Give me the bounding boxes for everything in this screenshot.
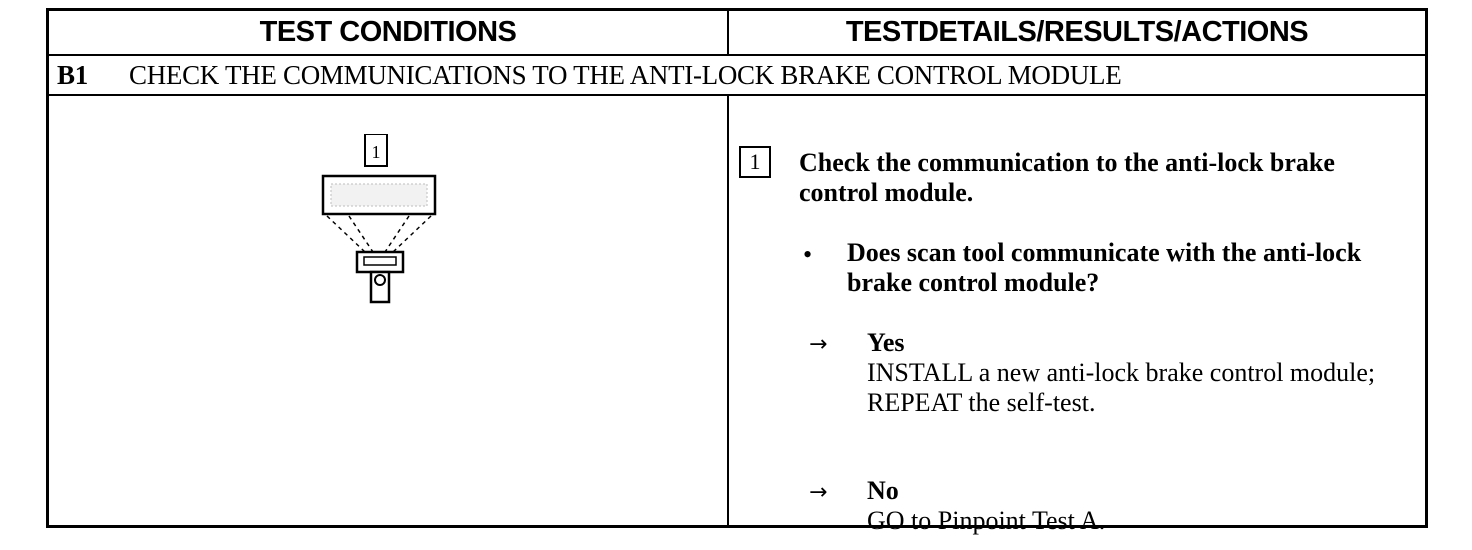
pinpoint-test-table (46, 8, 1428, 535)
header-test-details: TESTDETAILS/RESULTS/ACTIONS (845, 16, 1309, 48)
table-header-row (49, 11, 1425, 56)
answer-no-action: GO to Pinpoint Test A. (867, 506, 1106, 535)
cable-left-outer (327, 216, 365, 252)
test-question: Does scan tool communicate with the anti-lock brake control module? (847, 238, 1362, 297)
bullet-icon: • (803, 240, 813, 269)
answer-yes-action: INSTALL a new anti-lock brake control module; REPEAT the self-test. (867, 358, 1376, 417)
step-title-row (49, 56, 1425, 96)
header-column-divider (727, 11, 729, 56)
connector-slot (364, 257, 396, 265)
step-id: B1 (57, 59, 88, 90)
callout-number: 1 (371, 142, 381, 162)
module-panel (331, 184, 427, 206)
step-marker-box: 1 (739, 146, 771, 178)
step-title: CHECK THE COMMUNICATIONS TO THE ANTI-LOCK BRAKE CONTROL MODULE (129, 59, 1122, 90)
cable-left-inner (349, 216, 373, 252)
scan-tool-connected-to-module-icon (319, 134, 449, 319)
cable-right-outer (393, 216, 431, 252)
step-instruction: Check the communication to the anti-lock brake control module. (799, 148, 1335, 207)
scan-tool-diagram (319, 134, 449, 314)
answer-no-label: No (867, 476, 899, 505)
cable-right-inner (385, 216, 409, 252)
test-details-cell (729, 96, 1425, 535)
arrow-right-icon: → (809, 480, 828, 505)
test-conditions-cell (49, 96, 727, 526)
connector-button (375, 275, 385, 285)
header-test-conditions: TEST CONDITIONS (259, 16, 517, 48)
answer-yes-label: Yes (867, 328, 905, 357)
arrow-right-icon: → (809, 332, 828, 357)
